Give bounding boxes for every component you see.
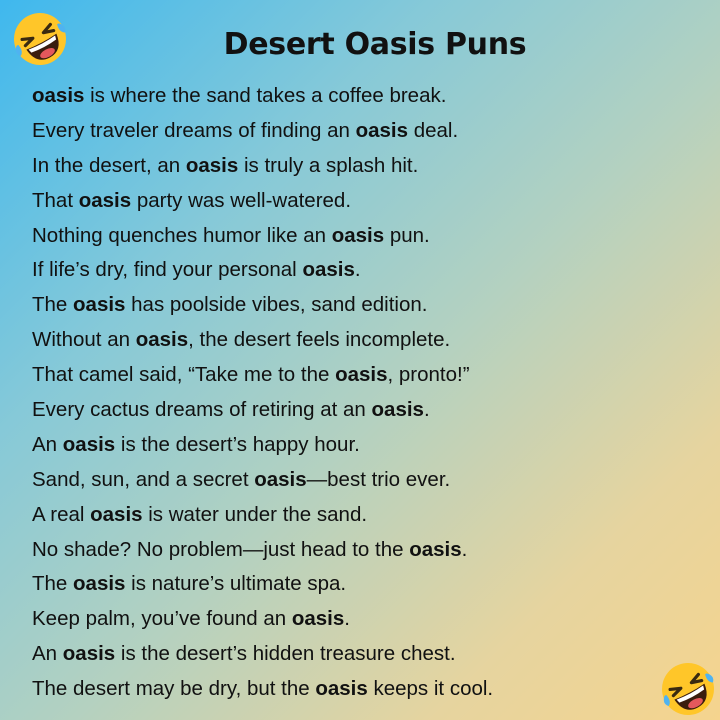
pun-text: The: [32, 293, 74, 317]
pun-text: has poolside vibes, sand edition.: [125, 293, 428, 317]
pun-text: party was well-watered.: [131, 188, 352, 212]
pun-keyword: oasis: [62, 432, 116, 456]
pun-text: Nothing quenches humor like an: [32, 223, 332, 247]
pun-list: [32, 81, 700, 709]
page-title: Desert Oasis Puns: [223, 27, 527, 62]
pun-line: [32, 395, 700, 430]
pun-line: [32, 116, 700, 151]
pun-keyword: oasis: [185, 153, 239, 177]
pun-text: A real: [32, 502, 91, 526]
pun-text: .: [354, 258, 361, 282]
pun-keyword: oasis: [90, 502, 143, 526]
pun-text: Keep palm, you’ve found an: [32, 607, 292, 631]
pun-text: .: [461, 537, 468, 561]
pun-text: is the desert’s happy hour.: [115, 432, 360, 456]
pun-line: [32, 639, 700, 674]
pun-keyword: oasis: [73, 572, 126, 596]
pun-text: Sand, sun, and a secret: [32, 467, 255, 491]
pun-text: , the desert feels incomplete.: [188, 328, 451, 352]
pun-keyword: oasis: [371, 398, 424, 422]
pun-line: [32, 325, 700, 360]
pun-line: [32, 430, 700, 465]
pun-text: , pronto!”: [387, 363, 470, 387]
pun-line: [32, 360, 700, 395]
pun-text: .: [344, 607, 350, 631]
pun-text: An: [32, 432, 63, 456]
pun-line: [32, 604, 700, 639]
pun-line: [32, 255, 700, 290]
pun-text: pun.: [384, 223, 430, 247]
pun-text: If life’s dry, find your personal: [32, 258, 303, 282]
pun-keyword: oasis: [335, 363, 388, 387]
pun-text: Every cactus dreams of retiring at an: [32, 398, 372, 422]
pun-text: keeps it cool.: [367, 677, 494, 701]
pun-text: .: [423, 398, 430, 422]
pun-text: In the desert, an: [32, 153, 186, 177]
pun-keyword: oasis: [355, 118, 409, 142]
pun-line: [32, 186, 700, 221]
pun-text: Without an: [32, 328, 136, 352]
pun-text: is truly a splash hit.: [238, 153, 419, 177]
pun-text: An: [32, 642, 63, 666]
pun-keyword: oasis: [409, 537, 462, 561]
pun-line: [32, 535, 700, 570]
pun-keyword: oasis: [32, 84, 85, 107]
pun-keyword: oasis: [291, 607, 345, 631]
pun-line: [32, 290, 700, 325]
pun-keyword: oasis: [315, 677, 368, 701]
pun-line: [32, 151, 700, 186]
rolling-on-floor-laughing-icon: [658, 659, 718, 719]
pun-text: The: [32, 572, 74, 596]
pun-text: is where the sand takes a coffee break.: [84, 84, 447, 107]
pun-text: That camel said, “Take me to the: [32, 363, 336, 387]
pun-text: is water under the sand.: [142, 502, 368, 526]
pun-keyword: oasis: [73, 293, 126, 317]
pun-line: [32, 674, 700, 709]
pun-line: [32, 569, 700, 604]
pun-text: That: [32, 188, 79, 212]
pun-keyword: oasis: [78, 188, 132, 212]
pun-line: [32, 500, 700, 535]
pun-text: is the desert’s hidden treasure chest.: [115, 642, 456, 666]
pun-line: [32, 81, 700, 116]
pun-line: [32, 221, 700, 256]
pun-keyword: oasis: [331, 223, 385, 247]
pun-text: No shade? No problem—just head to the: [32, 537, 410, 561]
pun-text: The desert may be dry, but the: [32, 677, 316, 701]
pun-text: is nature’s ultimate spa.: [125, 572, 347, 596]
pun-text: —best trio ever.: [306, 467, 451, 491]
pun-keyword: oasis: [62, 642, 116, 666]
pun-keyword: oasis: [302, 258, 355, 282]
pun-keyword: oasis: [135, 328, 189, 352]
pun-text: deal.: [408, 118, 459, 142]
pun-text: Every traveler dreams of finding an: [32, 118, 356, 142]
pun-line: [32, 465, 700, 500]
pun-keyword: oasis: [254, 467, 307, 491]
